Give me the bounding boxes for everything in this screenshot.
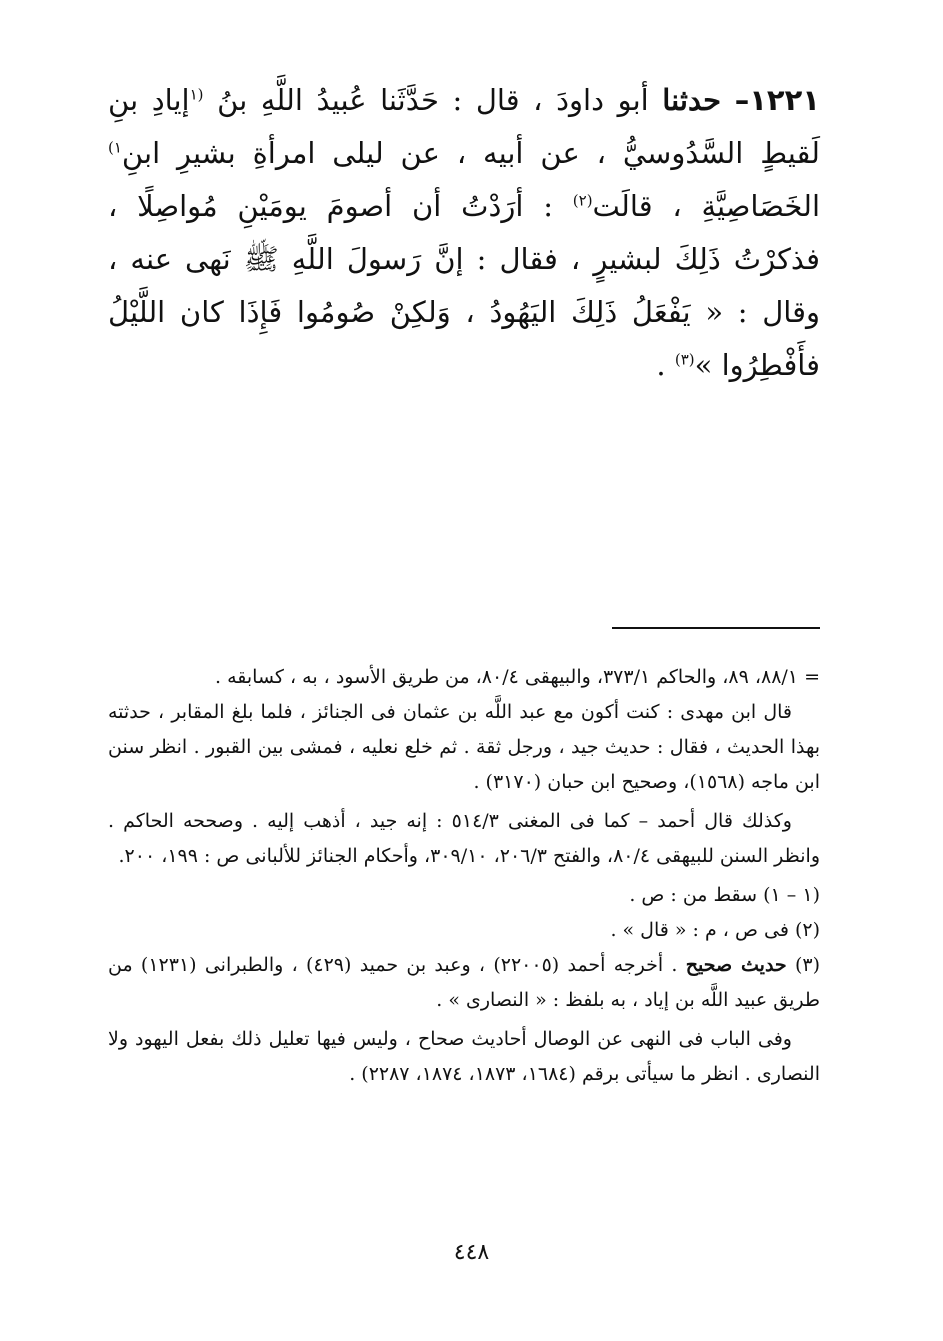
hadith-text-part: . [656, 348, 675, 382]
footnote-3-grade: حديث صحيح [685, 954, 787, 976]
hadith-number: ١٢٢١– [734, 83, 821, 117]
footnote-continuation: = ٨٨/١، ٨٩، والحاكم ٣٧٣/١، والبيهقى ٨٠/٤، من طريق الأسود ، به ، كسابقه . [215, 666, 820, 688]
footnote-3-text: . أخرجه أحمد (٢٢٠٠٥) ، وعبد بن حميد (٤٢٩) ، والطبرانى (١٢٣١) من طريق عبيد اللَّه بن إياد ، به بلفظ : « النصارى » . [108, 954, 820, 1011]
footnote-marker-3: (٣) [674, 350, 695, 369]
hadith-text-part: الخَصَاصِيَّةِ ، قالَت [592, 189, 820, 223]
hadith-text-part: إيادِ بنِ لَقيطٍ السَّدُوسيُّ ، عن أبيه ، عن ليلى امرأةِ بشيرِ ابنِ [108, 83, 820, 170]
hadith-text-part: أبو داودَ ، قال : حَدَّثَنا عُبيدُ اللَّهِ بنُ [203, 83, 663, 117]
hadith-paragraph [108, 74, 820, 392]
footnote-3-label: (٣) [794, 954, 821, 976]
footnote-marker-2: (٢) [572, 191, 593, 210]
footnote-separator [612, 627, 820, 629]
footnote-3 [108, 948, 820, 1018]
hadith-lead-word: حدثنا [662, 83, 722, 117]
footnote-2: (٢) فى ص ، م : « قال » . [610, 919, 820, 941]
footnote-ahmad: وكذلك قال أحمد – كما فى المغنى ٥١٤/٣ : إنه جيد ، أذهب إليه . وصححه الحاكم . وانظر السنن للبيهقى ٨٠/٤، والفتح ٢٠٦/٣، ٣٠٩/١٠، وأحكام الجنائز للألبانى ص : ١٩٩، ٢٠٠. [108, 810, 820, 867]
hadith-text-part: : أرَدْتُ أن أصومَ يومَيْنِ مُواصِلًا ، فذكرْتُ ذَلِكَ لبشيرٍ ، فقال : إنَّ رَسولَ اللَّهِ ﷺ نَهى عنه ، وقال : « يَفْعَلُ ذَلِكَ اليَهُودُ ، وَلكِنْ صُومُوا فَإِذَا كان اللَّيْلُ فأَفْطِرُوا » [108, 189, 820, 382]
footnote-marker-1a: (١ [189, 85, 204, 104]
footnote-ibn-mahdi: قال ابن مهدى : كنت أكون مع عبد اللَّه بن عثمان فى الجنائز ، فلما بلغ المقابر ، حدثته بهذا الحديث ، فقال : حديث جيد ، ورجل ثقة . ثم خلع نعليه ، فمشى بين القبور . انظر سنن ابن ماجه (١٥٦٨)، وصحيح ابن حبان (٣١٧٠) . [108, 701, 820, 793]
page-number: ٤٤٨ [453, 1240, 490, 1265]
footnote-1: (١ – ١) سقط من : ص . [629, 884, 820, 906]
footnotes-section [108, 660, 820, 1092]
footnote-wisal: وفى الباب فى النهى عن الوصال أحاديث صحاح ، وليس فيها تعليل ذلك بفعل اليهود ولا النصارى . انظر ما سيأتى برقم (١٦٨٤، ١٨٧٣، ١٨٧٤، ٢٢٨٧) . [108, 1028, 820, 1085]
footnote-marker-1b: ١) [108, 138, 122, 157]
